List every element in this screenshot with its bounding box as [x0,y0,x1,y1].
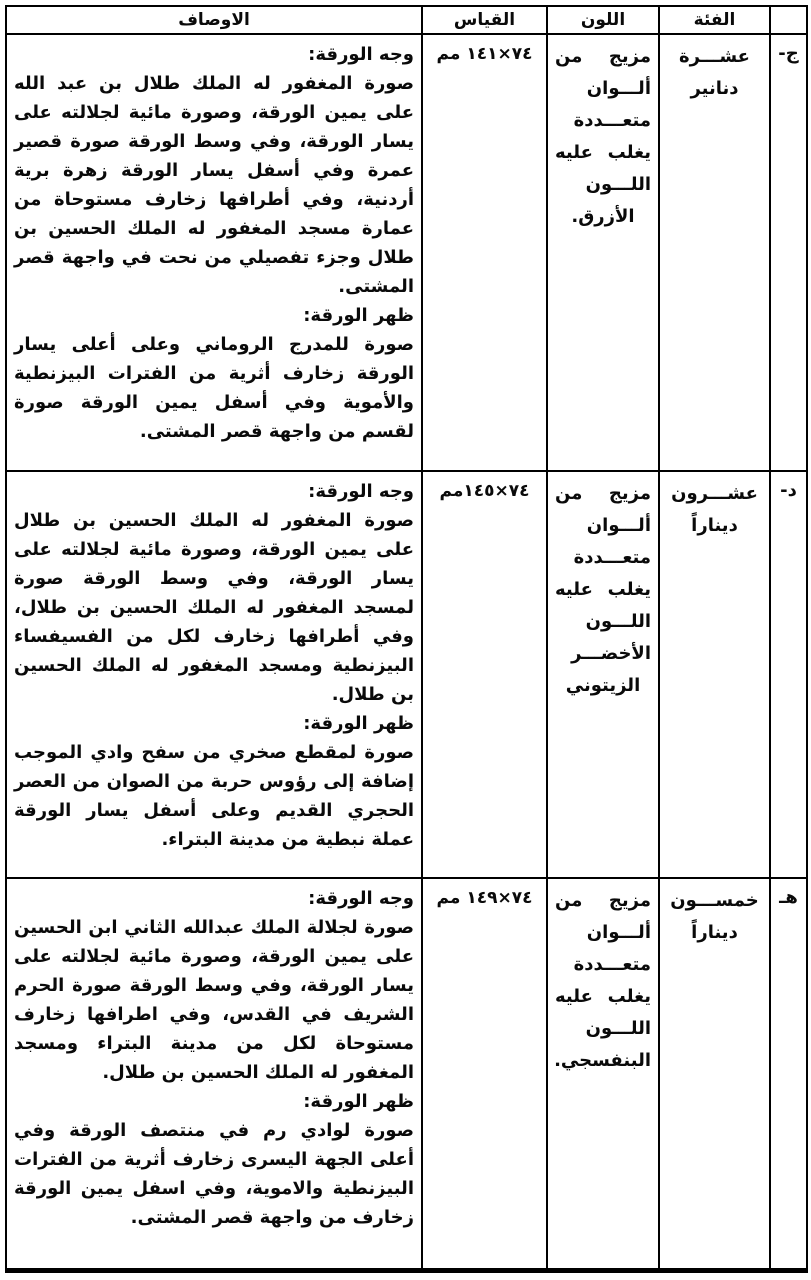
banknote-denominations-table [5,5,808,1273]
category-cell: خمســـون ديناراً [659,878,770,1270]
table-header-row [6,6,807,34]
category-cell: عشـــرة دنانير [659,34,770,471]
description-cell [6,34,422,471]
category-cell: عشـــرون ديناراً [659,471,770,878]
face-description: صورة المغفور له الملك الحسين بن طلال على يمين الورقة، وصورة مائية لجلالته على يسار الورقة، وفي وسط الورقة صورة لمسجد المغفور له الملك الحسين بن طلال، وفي أطرافها زخارف لكل من الفسيفساء البيزنطية ومسجد المغفور له الملك الحسين بن طلال. [14,510,414,705]
face-section-label: وجه الورقة: [308,481,414,502]
face-description: صورة المغفور له الملك طلال بن عبد الله على يمين الورقة، وصورة مائية لجلالته على يسار الورقة، وفي وسط الورقة صورة قصير عمرة وفي أسفل يسار الورقة زهرة برية أردنية، وفي أطرافها زخارف مستوحاة من عمارة مسجد المغفور له الملك الحسين بن طلال وجزء تفصيلي من نحت في واجهة قصر المشتى. [14,73,414,297]
back-description: صورة لوادي رم في منتصف الورقة وفي أعلى الجهة اليسرى زخارف أثرية من الفترات البيزنطية والاموية، وفي اسفل يمين الورقة زخارف من واجهة قصر المشتى. [14,1120,414,1228]
table-row [6,34,807,471]
back-section-label: ظهر الورقة: [303,1091,414,1112]
size-cell: ٧٤×١٤٩ مم [422,878,547,1270]
description-cell [6,878,422,1270]
color-cell: مزيج من ألـــوان متعـــددة يغلب عليه اللـــون الأخضـــر الزيتوني [547,471,659,878]
table-row [6,471,807,878]
face-description: صورة لجلالة الملك عبدالله الثاني ابن الحسين على يمين الورقة، وصورة مائية لجلالته على يسار الورقة، وفي وسط الورقة صورة الحرم الشريف في القدس، وفي اطرافها زخارف مستوحاة لكل من مدينة البتراء ومسجد المغفور له الملك الحسين بن طلال. [14,917,414,1083]
back-description: صورة للمدرج الروماني وعلى أعلى يسار الورقة زخارف أثرية من الفترات البيزنطية والأموية وفي أسفل يمين الورقة صورة لقسم من واجهة قصر المشتى. [14,334,414,442]
table-row [6,878,807,1270]
back-section-label: ظهر الورقة: [303,713,414,734]
row-label: هـ [770,878,807,1270]
row-label: ج- [770,34,807,471]
back-description: صورة لمقطع صخري من سفح وادي الموجب إضافة إلى رؤوس حربة من الصوان من العصر الحجري القديم وعلى أسفل يسار الورقة عملة نبطية من مدينة البتراء. [14,742,414,850]
description-cell [6,471,422,878]
header-description: الاوصاف [6,6,422,34]
face-section-label: وجه الورقة: [308,44,414,65]
face-section-label: وجه الورقة: [308,888,414,909]
header-row-label [770,6,807,34]
header-category: الفئة [659,6,770,34]
row-label: د- [770,471,807,878]
header-color: اللون [547,6,659,34]
color-cell: مزيج من ألـــوان متعـــددة يغلب عليه اللـــون الأزرق. [547,34,659,471]
header-size: القياس [422,6,547,34]
size-cell: ٧٤×١٤٥مم [422,471,547,878]
size-cell: ٧٤×١٤١ مم [422,34,547,471]
back-section-label: ظهر الورقة: [303,305,414,326]
color-cell: مزيج من ألـــوان متعـــددة يغلب عليه اللـــون البنفسجي. [547,878,659,1270]
